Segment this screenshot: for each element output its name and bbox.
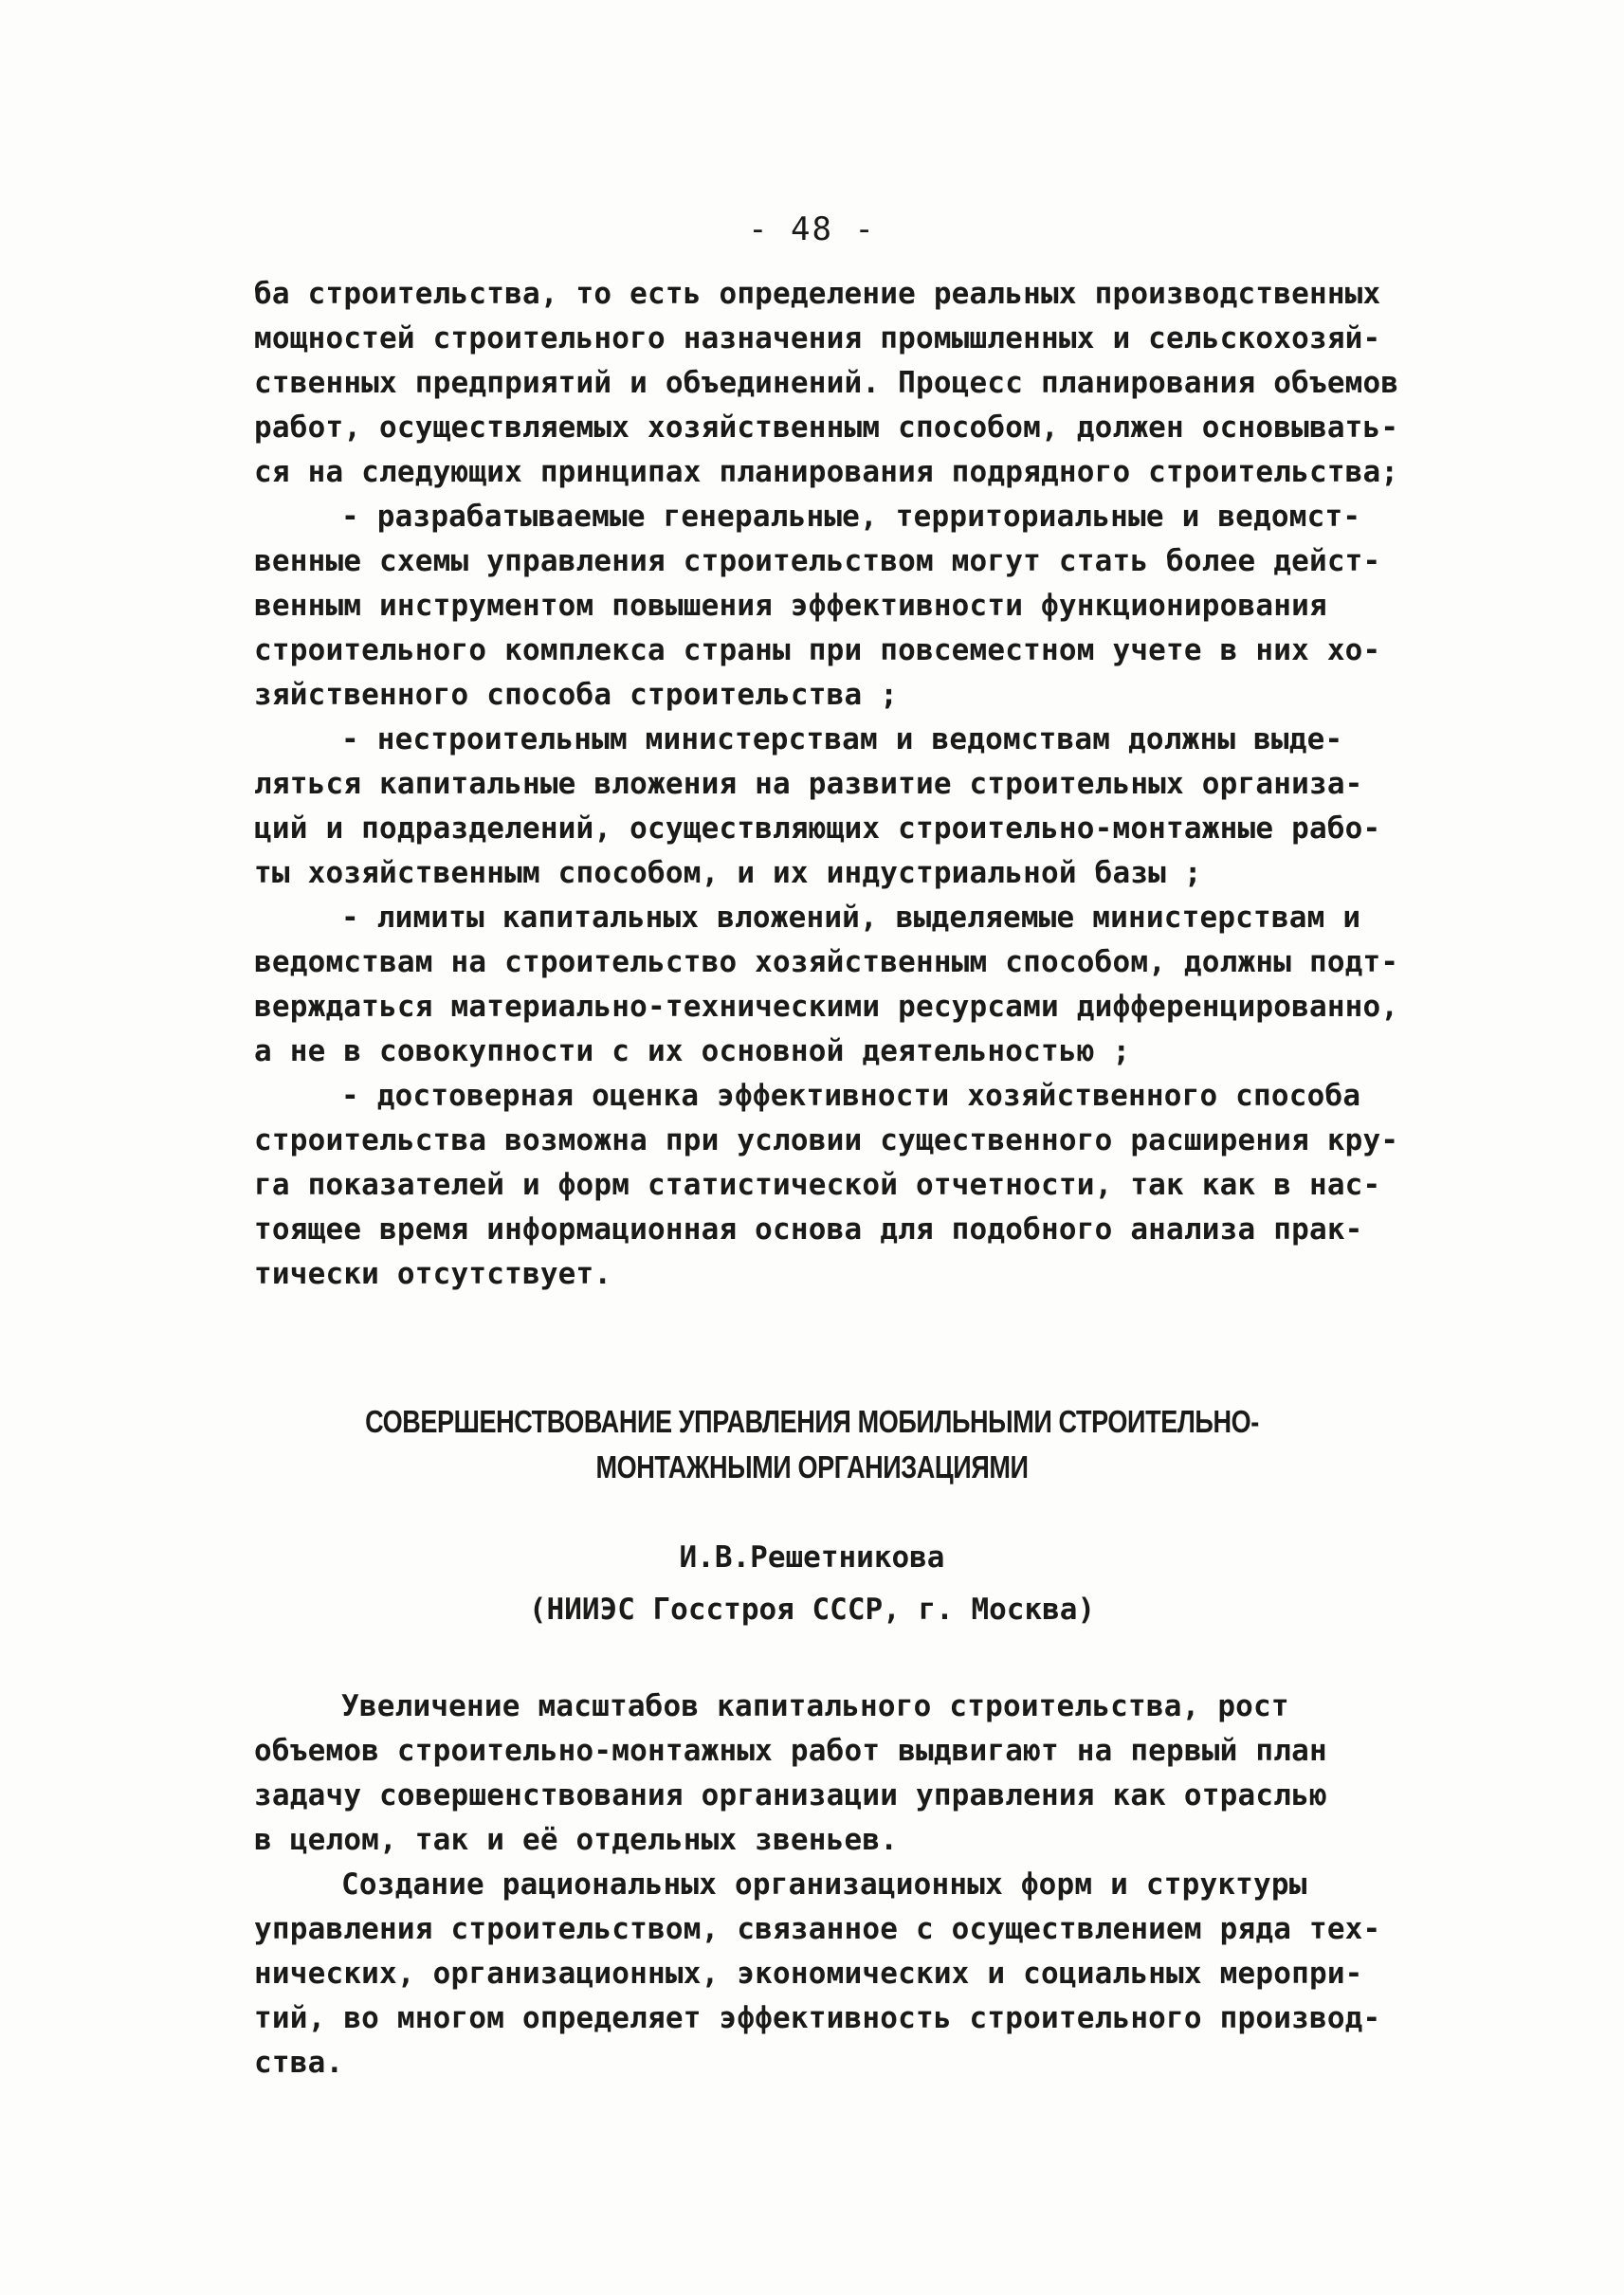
text-line: тоящее время информационная основа для подобного анализа прак-: [254, 1212, 1363, 1247]
text-line: зяйственного способа строительства ;: [254, 678, 899, 712]
text-line: ства.: [254, 2046, 344, 2080]
text-line: ся на следующих принципах планирования подрядного строительства;: [254, 455, 1399, 489]
article-title-line: СОВЕРШЕНСТВОВАНИЕ УПРАВЛЕНИЯ МОБИЛЬНЫМИ СТРОИТЕЛЬНО-: [365, 1404, 1259, 1439]
text-line: венным инструментом повышения эффективности функционирования: [254, 589, 1327, 623]
text-line: задачу совершенствования организации управления как отраслью: [254, 1778, 1327, 1812]
bullet-line: - нестроительным министерствам и ведомствам должны выде-: [341, 722, 1343, 756]
text-line: работ, осуществляемых хозяйственным способом, должен основывать-: [254, 410, 1399, 445]
text-line: строительного комплекса страны при повсеместном учете в них хо-: [254, 633, 1381, 667]
text-line: ты хозяйственным способом, и их индустриальной базы ;: [254, 856, 1202, 890]
text-line: ба строительства, то есть определение реальных производственных: [254, 277, 1381, 311]
article-affiliation: (НИИЭС Госстроя СССР, г. Москва): [528, 1593, 1096, 1627]
text-line: управления строительством, связанное с осуществлением ряда тех-: [254, 1912, 1381, 1946]
text-line: ственных предприятий и объединений. Процесс планирования объемов: [254, 366, 1399, 400]
text-line: Создание рациональных организационных форм и структуры: [341, 1867, 1307, 1902]
text-line: а не в совокупности с их основной деятельностью ;: [254, 1034, 1131, 1068]
text-line: мощностей строительного назначения промышленных и сельскохозяй-: [254, 321, 1381, 355]
text-line: ведомствам на строительство хозяйственным способом, должны подт-: [254, 945, 1399, 979]
text-line: венные схемы управления строительством могут стать более дейст-: [254, 544, 1381, 578]
bullet-line: - достоверная оценка эффективности хозяйственного способа: [341, 1079, 1361, 1113]
text-line: тий, во многом определяет эффективность строительного производ-: [254, 2001, 1381, 2035]
text-line: объемов строительно-монтажных работ выдвигают на первый план: [254, 1734, 1327, 1768]
article-author: И.В.Решетникова: [679, 1540, 945, 1575]
text-line: нических, организационных, экономических и социальных меропри-: [254, 1957, 1363, 1991]
text-line: ций и подразделений, осуществляющих строительно-монтажные рабо-: [254, 811, 1381, 846]
bullet-line: - разрабатываемые генеральные, территориальные и ведомст-: [341, 500, 1361, 534]
article-title-line: МОНТАЖНЫМИ ОРГАНИЗАЦИЯМИ: [595, 1449, 1029, 1484]
text-line: Увеличение масштабов капитального строительства, рост: [341, 1689, 1289, 1723]
bullet-line: - лимиты капитальных вложений, выделяемые министерствам и: [341, 901, 1361, 935]
text-line: в целом, так и её отдельных звеньев.: [254, 1823, 899, 1857]
text-line: тически отсутствует.: [254, 1257, 612, 1291]
text-line: га показателей и форм статистической отчетности, так как в нас-: [254, 1168, 1381, 1202]
text-line: строительства возможна при условии существенного расширения кру-: [254, 1123, 1399, 1157]
text-line: верждаться материально-техническими ресурсами дифференцированно,: [254, 990, 1399, 1024]
text-line: ляться капитальные вложения на развитие строительных организа-: [254, 767, 1363, 801]
page-number: - 48 -: [748, 210, 876, 248]
